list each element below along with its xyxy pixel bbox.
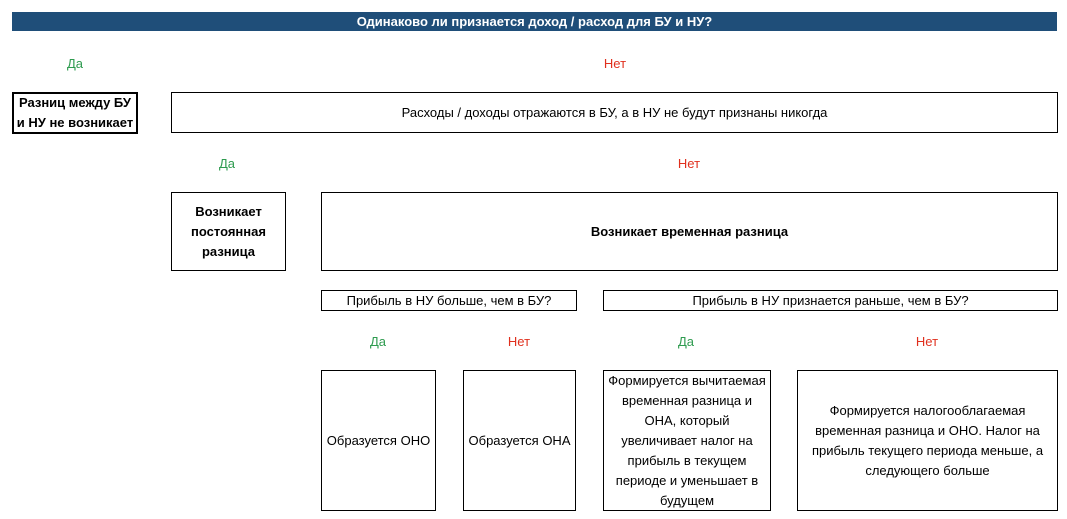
never-recognized-box: Расходы / доходы отражаются в БУ, а в НУ не будут признаны никогда [171,92,1058,133]
level1-no-label: Нет [603,56,627,71]
permanent-difference-box: Возникает постоянная разница [171,192,286,271]
temporary-difference-box: Возникает временная разница [321,192,1058,271]
deductible-difference-box: Формируется вычитаемая временная разница и ОНА, который увеличивает налог на прибыль в текущем периоде и уменьшает в будущем [603,370,771,511]
ono-box: Образуется ОНО [321,370,436,511]
right-yes-label: Да [677,334,695,349]
profit-earlier-question-box: Прибыль в НУ признается раньше, чем в БУ? [603,290,1058,311]
level2-yes-label: Да [218,156,236,171]
profit-greater-question-box: Прибыль в НУ больше, чем в БУ? [321,290,577,311]
level1-yes-label: Да [66,56,84,71]
page-title: Одинаково ли признается доход / расход для БУ и НУ? [12,12,1057,31]
no-difference-box: Разниц между БУ и НУ не возникает [12,92,138,134]
left-yes-label: Да [369,334,387,349]
left-no-label: Нет [507,334,531,349]
right-no-label: Нет [915,334,939,349]
level2-no-label: Нет [677,156,701,171]
ona-box: Образуется ОНА [463,370,576,511]
taxable-difference-box: Формируется налогооблагаемая временная разница и ОНО. Налог на прибыль текущего периода меньше, а следующего больше [797,370,1058,511]
